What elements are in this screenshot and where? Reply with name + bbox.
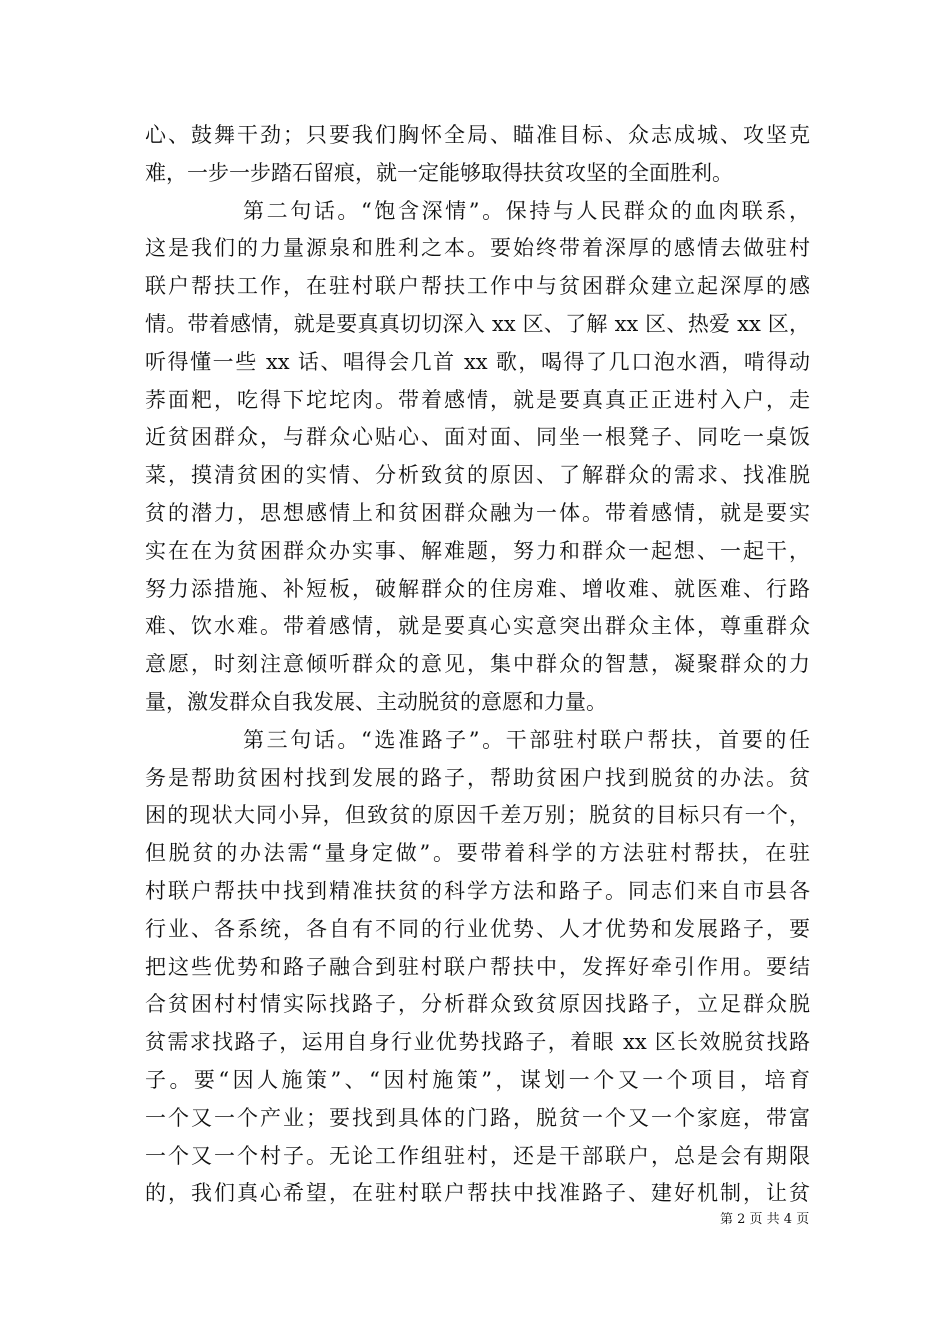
text-line: 务是帮助贫困村找到发展的路子，帮助贫困户找到脱贫的办法。贫 [145,765,810,790]
paragraph-start-line: 第三句话。“选准路子”。干部驻村联户帮扶，首要的任 [243,727,810,752]
text-line: 实在在为贫困群众办实事、解难题，努力和群众一起想、一起干， [145,538,810,563]
text-line: 贫需求找路子，运用自身行业优势找路子，着眼 xx 区长效脱贫找路 [145,1030,810,1055]
text-line: 的，我们真心希望，在驻村联户帮扶中找准路子、建好机制，让贫 [145,1181,810,1206]
text-line: 把这些优势和路子融合到驻村联户帮扶中，发挥好牵引作用。要结 [145,954,810,979]
text-line: 心、鼓舞干劲；只要我们胸怀全局、瞄准目标、众志成城、攻坚克 [145,123,810,147]
text-line: 听得懂一些 xx 话、唱得会几首 xx 歌，喝得了几口泡水酒，啃得动 [145,349,810,374]
text-line: 情。带着感情，就是要真真切切深入 xx 区、了解 xx 区、热爱 xx 区， [145,311,810,336]
text-line: 合贫困村村情实际找路子，分析群众致贫原因找路子，立足群众脱 [145,992,810,1017]
text-line: 这是我们的力量源泉和胜利之本。要始终带着深厚的感情去做驻村 [145,236,810,261]
text-line: 一个又一个村子。无论工作组驻村，还是干部联户，总是会有期限 [145,1143,810,1168]
text-line: 困的现状大同小异，但致贫的原因千差万别；脱贫的目标只有一个， [145,803,810,828]
text-line: 行业、各系统，各自有不同的行业优势、人才优势和发展路子，要 [145,916,810,941]
text-line: 荞面粑，吃得下坨坨肉。带着感情，就是要真真正正进村入户，走 [145,387,810,412]
document-body [145,117,810,1213]
text-line: 一个又一个产业；要找到具体的门路，脱贫一个又一个家庭，带富 [145,1105,810,1130]
page-number-footer: 第 2 页 共 4 页 [720,1212,810,1227]
text-line: 难、饮水难。带着感情，就是要真心实意突出群众主体，尊重群众 [145,614,810,639]
paragraph-start-line: 第二句话。“饱含深情”。保持与人民群众的血肉联系， [243,198,810,223]
text-line: 意愿，时刻注意倾听群众的意见，集中群众的智慧，凝聚群众的力 [145,652,810,677]
text-line: 子。要“因人施策”、“因村施策”，谋划一个又一个项目，培育 [145,1067,810,1092]
text-line: 努力添措施、补短板，破解群众的住房难、增收难、就医难、行路 [145,576,810,601]
text-line: 近贫困群众，与群众心贴心、面对面、同坐一根凳子、同吃一桌饭 [145,425,810,450]
text-line: 但脱贫的办法需“量身定做”。要带着科学的方法驻村帮扶，在驻 [145,841,810,866]
text-line: 村联户帮扶中找到精准扶贫的科学方法和路子。同志们来自市县各 [145,878,810,903]
text-line: 量，激发群众自我发展、主动脱贫的意愿和力量。 [145,689,607,714]
text-line: 贫的潜力，思想感情上和贫困群众融为一体。带着感情，就是要实 [145,500,810,525]
text-line: 难，一步一步踏石留痕，就一定能够取得扶贫攻坚的全面胜利。 [145,160,733,185]
text-line: 菜，摸清贫困的实情、分析致贫的原因、了解群众的需求、找准脱 [145,463,810,488]
text-line: 联户帮扶工作，在驻村联户帮扶工作中与贫困群众建立起深厚的感 [145,274,810,299]
